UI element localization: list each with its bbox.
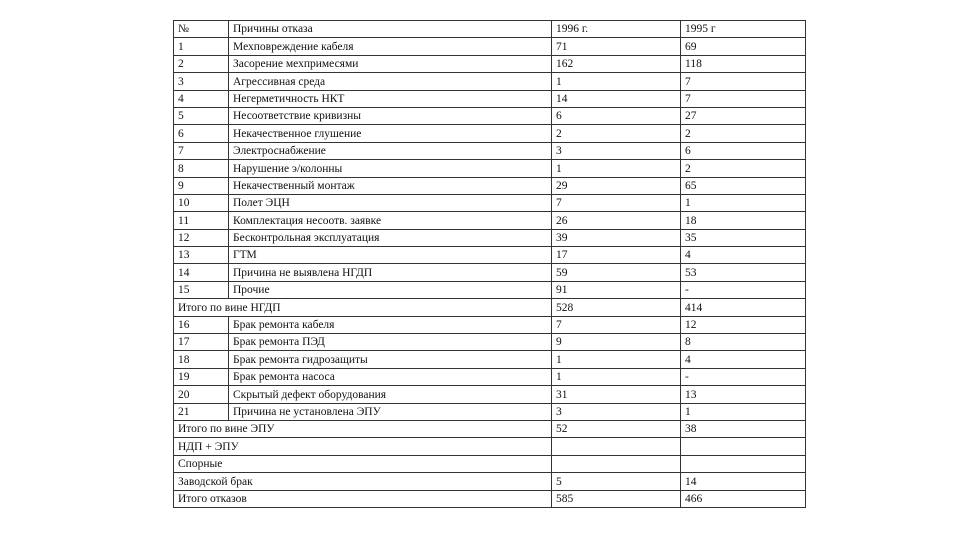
row-reason: Несоответствие кривизны [229,107,552,124]
value-1996: 1 [552,351,681,368]
row-reason: Мехповреждение кабеля [229,38,552,55]
value-1995: 4 [681,247,806,264]
value-1995: 14 [681,473,806,490]
value-1995: 1 [681,194,806,211]
table-total-row [174,420,806,437]
value-1995: 18 [681,212,806,229]
value-1996: 1 [552,73,681,90]
value-1996: 528 [552,299,681,316]
value-1995: 35 [681,229,806,246]
table-total-row [174,490,806,507]
row-num: 2 [174,55,229,72]
table-body [174,21,806,508]
table-row [174,351,806,368]
value-1995: 65 [681,177,806,194]
value-1996: 29 [552,177,681,194]
table-row [174,403,806,420]
value-1995: - [681,281,806,298]
row-num: 20 [174,386,229,403]
value-1996: 3 [552,142,681,159]
table-row [174,386,806,403]
value-1995: - [681,368,806,385]
value-1995: 7 [681,90,806,107]
table-row [174,264,806,281]
table-row [174,55,806,72]
value-1996: 1 [552,368,681,385]
value-1996: 7 [552,194,681,211]
value-1996: 17 [552,247,681,264]
table-total-row [174,455,806,472]
header-1995: 1995 г [681,21,806,38]
table-row [174,281,806,298]
value-1995: 2 [681,125,806,142]
value-1996: 39 [552,229,681,246]
row-reason: Полет ЭЦН [229,194,552,211]
row-reason: Брак ремонта ПЭД [229,334,552,351]
row-num: 15 [174,281,229,298]
value-1996: 14 [552,90,681,107]
row-num: 13 [174,247,229,264]
row-num: 6 [174,125,229,142]
header-reason: Причины отказа [229,21,552,38]
row-num: 3 [174,73,229,90]
row-reason: Электроснабжение [229,142,552,159]
row-num: 1 [174,38,229,55]
row-num: 9 [174,177,229,194]
table-row [174,212,806,229]
row-reason: Нарушение э/колонны [229,160,552,177]
row-num: 17 [174,334,229,351]
table-row [174,142,806,159]
value-1996 [552,438,681,455]
row-num: 7 [174,142,229,159]
value-1996: 26 [552,212,681,229]
table-row [174,38,806,55]
table-row [174,247,806,264]
row-num: 19 [174,368,229,385]
row-reason: Комплектация несоотв. заявке [229,212,552,229]
row-num: 12 [174,229,229,246]
value-1995: 6 [681,142,806,159]
table-total-row [174,473,806,490]
row-reason: Некачественный монтаж [229,177,552,194]
row-reason: Причина не выявлена НГДП [229,264,552,281]
value-1995: 8 [681,334,806,351]
total-label: Спорные [174,455,552,472]
value-1996 [552,455,681,472]
value-1995: 414 [681,299,806,316]
header-num: № [174,21,229,38]
value-1996: 3 [552,403,681,420]
table-row [174,125,806,142]
row-reason: Причина не установлена ЭПУ [229,403,552,420]
row-reason: ГТМ [229,247,552,264]
value-1995: 118 [681,55,806,72]
row-num: 14 [174,264,229,281]
value-1996: 162 [552,55,681,72]
value-1996: 9 [552,334,681,351]
total-label: НДП + ЭПУ [174,438,552,455]
value-1995: 7 [681,73,806,90]
row-reason: Агрессивная среда [229,73,552,90]
total-label: Заводской брак [174,473,552,490]
table-row [174,229,806,246]
total-label: Итого по вине НГДП [174,299,552,316]
value-1996: 5 [552,473,681,490]
row-num: 10 [174,194,229,211]
value-1996: 91 [552,281,681,298]
row-num: 11 [174,212,229,229]
value-1995: 466 [681,490,806,507]
row-num: 21 [174,403,229,420]
value-1996: 31 [552,386,681,403]
value-1995: 13 [681,386,806,403]
value-1995 [681,438,806,455]
value-1996: 6 [552,107,681,124]
table-row [174,194,806,211]
row-reason: Брак ремонта кабеля [229,316,552,333]
value-1996: 59 [552,264,681,281]
row-reason: Некачественное глушение [229,125,552,142]
value-1995: 27 [681,107,806,124]
row-num: 16 [174,316,229,333]
row-num: 18 [174,351,229,368]
value-1996: 1 [552,160,681,177]
row-num: 8 [174,160,229,177]
table-row [174,90,806,107]
value-1995 [681,455,806,472]
table-header-row [174,21,806,38]
value-1995: 38 [681,420,806,437]
total-label: Итого отказов [174,490,552,507]
value-1996: 7 [552,316,681,333]
row-reason: Прочие [229,281,552,298]
table-row [174,316,806,333]
value-1995: 53 [681,264,806,281]
table-row [174,107,806,124]
value-1995: 12 [681,316,806,333]
row-reason: Брак ремонта насоса [229,368,552,385]
table-total-row [174,299,806,316]
row-reason: Бесконтрольная эксплуатация [229,229,552,246]
row-num: 5 [174,107,229,124]
table-total-row [174,438,806,455]
value-1995: 69 [681,38,806,55]
table-row [174,177,806,194]
value-1996: 52 [552,420,681,437]
value-1996: 585 [552,490,681,507]
table-row [174,160,806,177]
row-reason: Негерметичность НКТ [229,90,552,107]
value-1996: 2 [552,125,681,142]
value-1995: 4 [681,351,806,368]
value-1995: 2 [681,160,806,177]
failure-causes-table [173,20,806,508]
table-row [174,368,806,385]
total-label: Итого по вине ЭПУ [174,420,552,437]
value-1996: 71 [552,38,681,55]
row-num: 4 [174,90,229,107]
header-1996: 1996 г. [552,21,681,38]
table-row [174,334,806,351]
row-reason: Засорение мехпримесями [229,55,552,72]
value-1995: 1 [681,403,806,420]
table-row [174,73,806,90]
row-reason: Брак ремонта гидрозащиты [229,351,552,368]
row-reason: Скрытый дефект оборудования [229,386,552,403]
